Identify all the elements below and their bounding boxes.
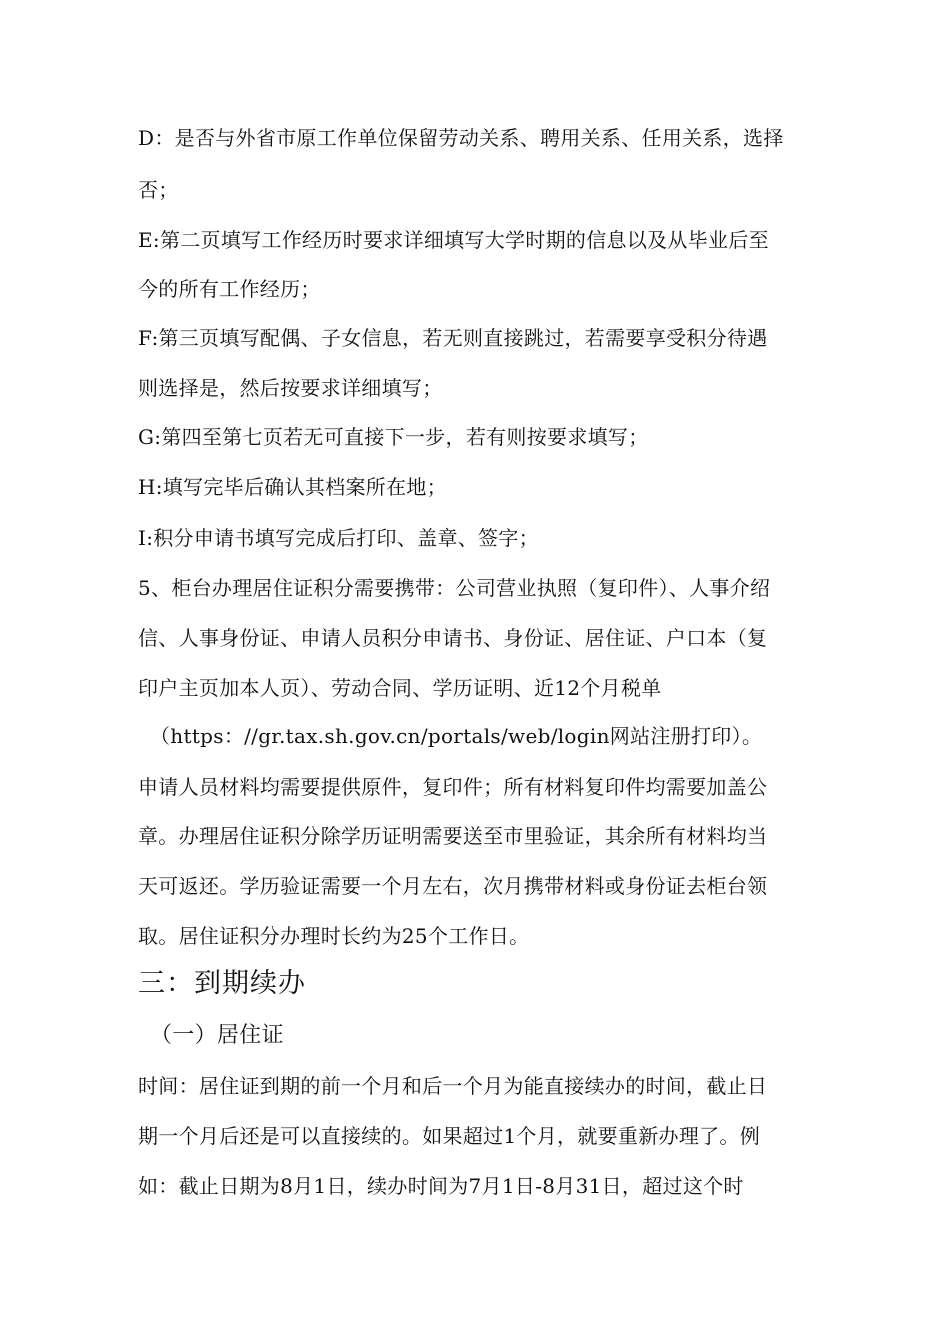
paragraph-line-5: 5、柜台办理居住证积分需要携带：公司营业执照（复印件）、人事介绍 — [138, 576, 771, 600]
paragraph-line-d: D：是否与外省市原工作单位保留劳动关系、聘用关系、任用关系，选择 — [138, 126, 784, 150]
paragraph-line-time-cont2: 如：截止日期为8月1日，续办时间为7月1日-8月31日，超过这个时 — [138, 1174, 744, 1198]
paragraph-line-materials: 申请人员材料均需要提供原件，复印件；所有材料复印件均需要加盖公 — [138, 775, 768, 799]
paragraph-line-5-cont1: 信、人事身份证、申请人员积分申请书、身份证、居住证、户口本（复 — [138, 626, 768, 650]
url-line: （https：//gr.tax.sh.gov.cn/portals/web/login网站注册打印）。 — [150, 724, 763, 748]
paragraph-line-f: F:第三页填写配偶、子女信息，若无则直接跳过，若需要享受积分待遇 — [138, 326, 768, 350]
paragraph-line-i: I:积分申请书填写完成后打印、盖章、签字； — [138, 526, 539, 550]
paragraph-line-g: G:第四至第七页若无可直接下一步，若有则按要求填写； — [138, 425, 649, 449]
paragraph-line-materials-cont3: 取。居住证积分办理时长约为25个工作日。 — [138, 924, 530, 948]
paragraph-line-materials-cont1: 章。办理居住证积分除学历证明需要送至市里验证，其余所有材料均当 — [138, 824, 768, 848]
paragraph-line-h: H:填写完毕后确认其档案所在地； — [138, 475, 447, 499]
paragraph-line-f-cont: 则选择是，然后按要求详细填写； — [138, 376, 443, 400]
paragraph-line-time: 时间：居住证到期的前一个月和后一个月为能直接续办的时间，截止日 — [138, 1074, 768, 1098]
paragraph-line-materials-cont2: 天可返还。学历验证需要一个月左右，次月携带材料或身份证去柜台领 — [138, 874, 768, 898]
section-heading: 三：到期续办 — [138, 968, 306, 999]
paragraph-line-5-cont2: 印户主页加本人页）、劳动合同、学历证明、近12个月税单 — [138, 676, 662, 700]
paragraph-line-e-cont: 今的所有工作经历； — [138, 277, 321, 301]
paragraph-line-d-cont: 否； — [138, 178, 179, 202]
subsection-heading: （一）居住证 — [150, 1023, 284, 1048]
paragraph-line-e: E:第二页填写工作经历时要求详细填写大学时期的信息以及从毕业后至 — [138, 228, 769, 252]
paragraph-line-time-cont1: 期一个月后还是可以直接续的。如果超过1个月，就要重新办理了。例 — [138, 1124, 761, 1148]
